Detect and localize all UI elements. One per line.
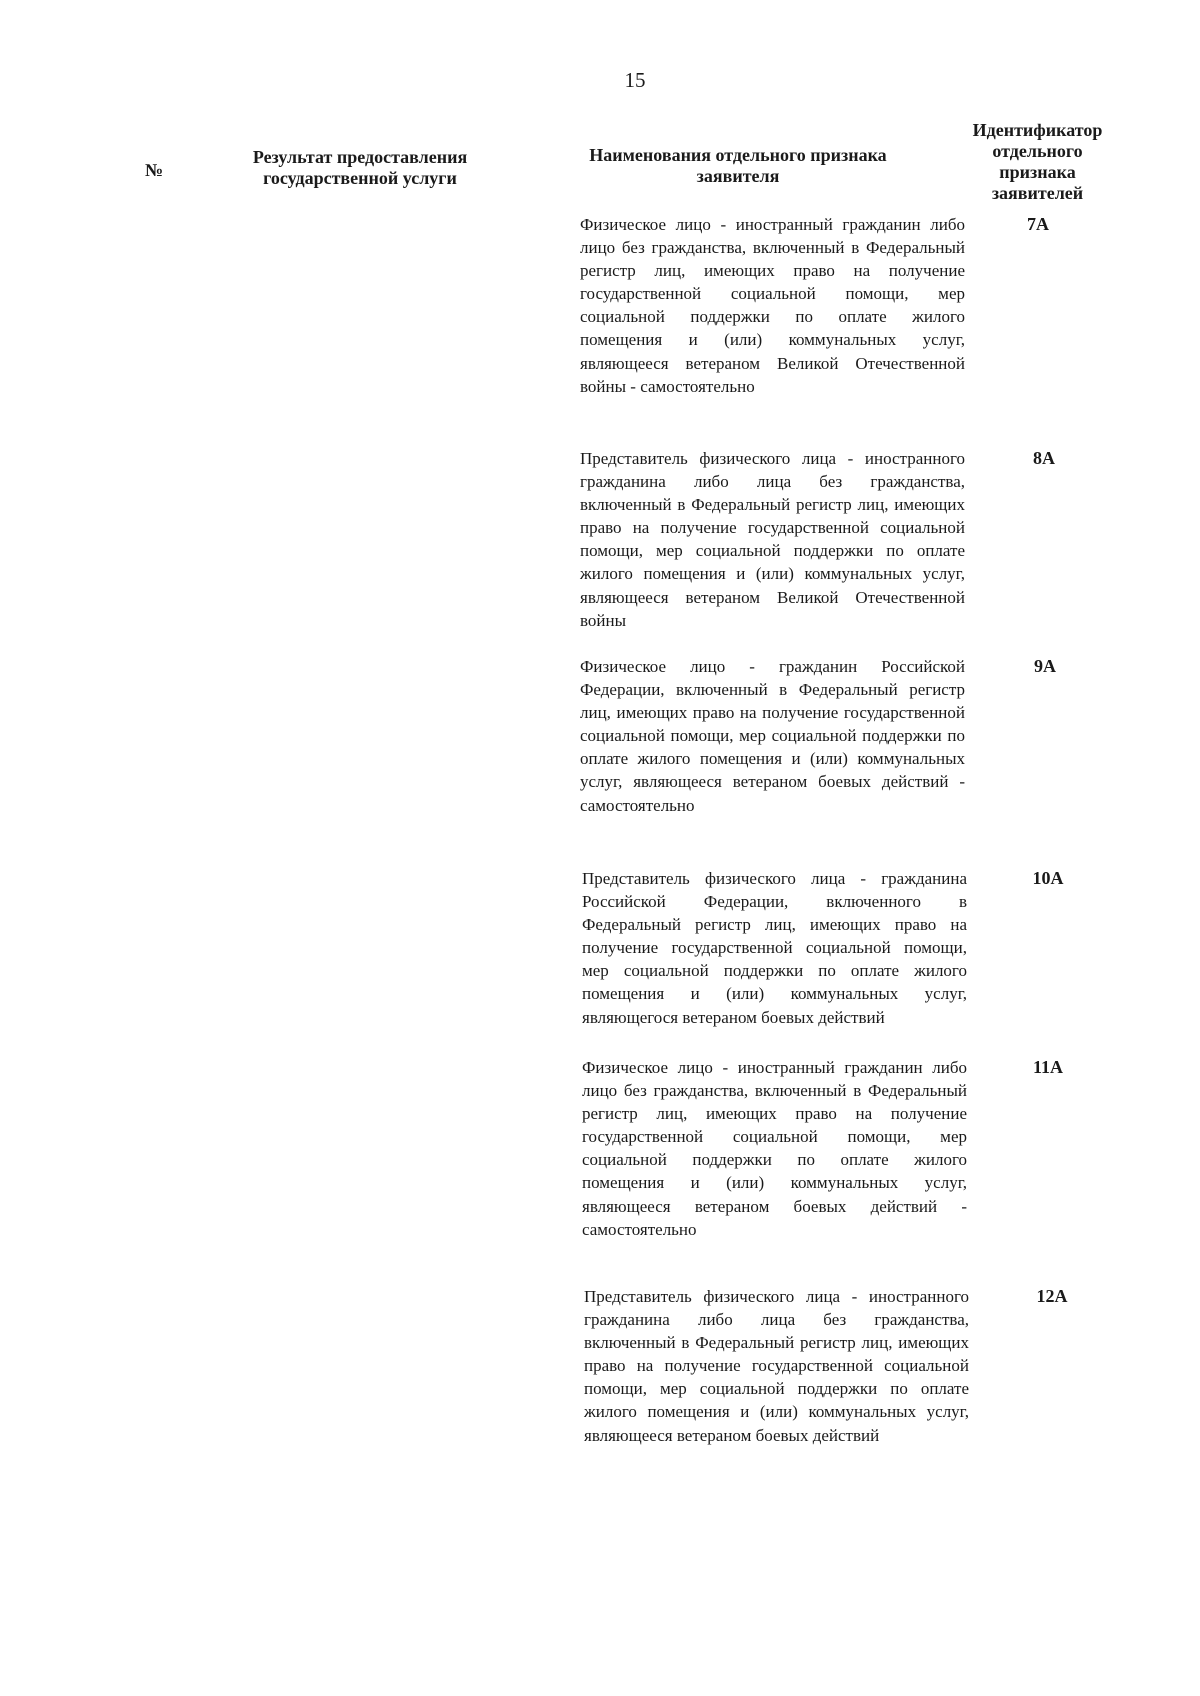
page-number: 15 [624,68,646,92]
header-number: № [145,160,164,180]
entry-id-11a: 11А [1032,1057,1063,1077]
entry-text-11a: Физическое лицо - иностранный гражданин либо лицо без гражданства, включенный в Федеральный регистр лиц, имеющих право на получение государственной социальной помощи, мер социальной поддержки по оплате жилого помещения и (или) коммунальных услуг, являющееся ветераном боевых действий - самостоятельно [582,1058,967,1239]
header-result: Результат предоставления государственной услуги [252,147,468,188]
entry-text-7a: Физическое лицо - иностранный гражданин либо лицо без гражданства, включенный в Федеральный регистр лиц, имеющих право на получение государственной социальной помощи, мер социальной поддержки по оплате жилого помещения и (или) коммунальных услуг, являющееся ветераном Великой Отечественной войны - самостоятельно [580,215,965,396]
header-identifier: Идентификатор отдельного признака заявителей [972,120,1103,203]
header-applicant-feature: Наименования отдельного признака заявителя [589,145,887,186]
entry-text-10a: Представитель физического лица - гражданина Российской Федерации, включенного в Федеральный регистр лиц, имеющих право на получение государственной социальной помощи, мер социальной поддержки по оплате жилого помещения и (или) коммунальных услуг, являющегося ветераном боевых действий [582,869,967,1027]
entry-id-12a: 12А [1036,1286,1068,1306]
entry-id-10a: 10А [1032,868,1064,888]
entry-text-12a: Представитель физического лица - иностранного гражданина либо лица без гражданства, включенный в Федеральный регистр лиц, имеющих право на получение государственной социальной помощи, мер социальной поддержки по оплате жилого помещения и (или) коммунальных услуг, являющееся ветераном боевых действий [584,1287,969,1445]
entry-text-8a: Представитель физического лица - иностранного гражданина либо лица без гражданства, включенный в Федеральный регистр лиц, имеющих право на получение государственной социальной помощи, мер социальной поддержки по оплате жилого помещения и (или) коммунальных услуг, являющееся ветераном Великой Отечественной войны [580,449,965,630]
entry-id-9a: 9А [1034,656,1056,676]
entry-id-7a: 7А [1027,214,1049,234]
entry-text-9a: Физическое лицо - гражданин Российской Федерации, включенный в Федеральный регистр лиц, имеющих право на получение государственной социальной помощи, мер социальной поддержки по оплате жилого помещения и (или) коммунальных услуг, являющееся ветераном боевых действий - самостоятельно [580,657,965,815]
entry-id-8a: 8А [1033,448,1055,468]
